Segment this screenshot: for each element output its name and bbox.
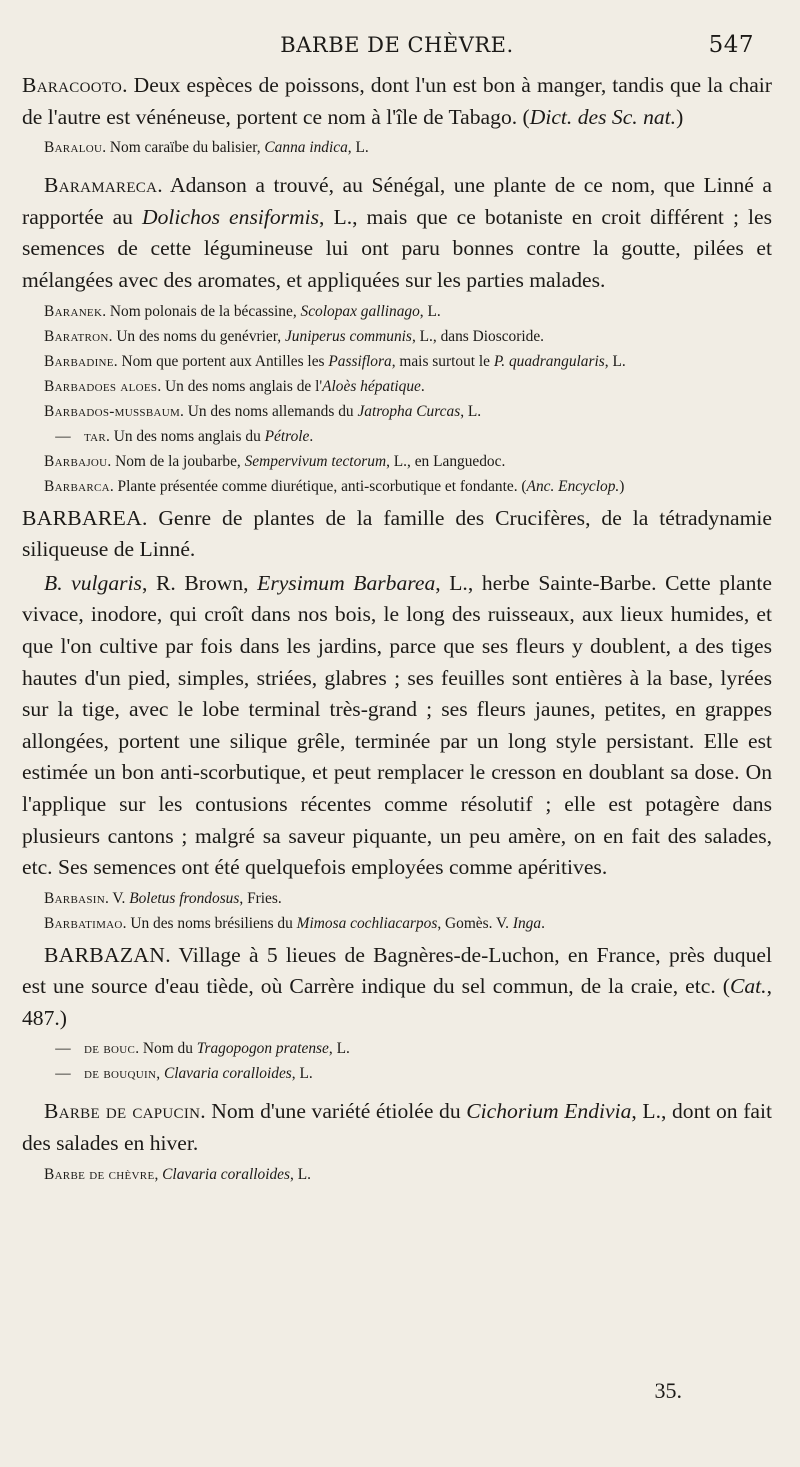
species-name: B. vulgaris bbox=[44, 570, 142, 595]
running-head-title: BARBE DE CHÈVRE. bbox=[280, 33, 514, 57]
entry-barbasin bbox=[22, 886, 772, 911]
entry-text-end: , L. bbox=[347, 139, 369, 157]
entry-text: , bbox=[156, 1065, 164, 1083]
headword: de bouquin bbox=[84, 1065, 157, 1083]
headword: Barbadine bbox=[44, 352, 114, 370]
latin-name: Cichorium Endivia bbox=[466, 1099, 632, 1124]
entry-baracooto bbox=[22, 70, 772, 133]
entry-text: . Un des noms allemands du bbox=[180, 402, 358, 420]
running-head bbox=[22, 30, 772, 70]
latin-name: Passiflora bbox=[328, 352, 392, 370]
entry-text-end: , L., mais que ce botaniste en croit différent ; les semences de cette légumineuse lui ont paru bonnes contre la goutte, pilées et mélangées avec des aromates, et appliquées sur les parties malades. bbox=[22, 204, 772, 292]
entry-text-end: , L., dont on fait des salades en hiver. bbox=[22, 1099, 772, 1156]
entry-text: . Genre de plantes de la famille des Crucifères, de la tétradynamie siliqueuse de Linné. bbox=[22, 505, 772, 562]
entry-barbadine bbox=[22, 349, 772, 374]
entry-text-end: , L. bbox=[460, 402, 482, 420]
entry-barbarea bbox=[22, 503, 772, 566]
entry-text-end: ) bbox=[619, 477, 625, 495]
entry-text-end: , L. bbox=[291, 1065, 313, 1083]
entry-text: . Plante présentée comme diurétique, anti-scorbutique et fondante. ( bbox=[109, 477, 527, 495]
entry-barbatimao bbox=[22, 911, 772, 936]
entry-barbe-de-chevre bbox=[22, 1162, 772, 1187]
latin-name: Clavaria coralloides bbox=[162, 1165, 290, 1183]
headword: Baratron bbox=[44, 327, 109, 345]
latin-name: Boletus frondosus bbox=[129, 889, 240, 907]
headword: Barbados-mussbaum bbox=[44, 402, 181, 420]
entry-baratron bbox=[22, 324, 772, 349]
entry-text-end: ) bbox=[676, 104, 684, 129]
latin-name: Sempervivum tectorum bbox=[244, 452, 387, 470]
reference: Cat. bbox=[729, 974, 767, 999]
entry-text: . Un des noms anglais du bbox=[106, 427, 265, 445]
entry-text-end: , Fries. bbox=[239, 889, 282, 907]
page-number: 547 bbox=[708, 32, 754, 58]
synonym: Erysimum Barbarea bbox=[257, 570, 436, 595]
latin-name: Pétrole bbox=[264, 427, 310, 445]
entry-text-end: , L., dans Dioscoride. bbox=[411, 327, 545, 345]
latin-name: Aloès hépatique bbox=[322, 377, 421, 395]
entry-text: . Nom d'une variété étiolée du bbox=[200, 1099, 467, 1124]
entry-text: . Un des noms brésiliens du bbox=[122, 914, 297, 932]
entry-baramareca bbox=[22, 170, 772, 296]
entry-barbados-tar bbox=[22, 424, 772, 449]
latin-name-2: Inga bbox=[512, 914, 542, 932]
entry-text: . Nom de la joubarbe, bbox=[107, 452, 245, 470]
latin-name: Scolopax gallinago bbox=[300, 302, 420, 320]
entry-text: , L., herbe Sainte-Barbe. Cette plante vivace, inodore, qui croît dans nos bois, le long des ruisseaux, aux lieux humides, et que l'on cultive par fois dans les jardins, parce que ses fleurs y doublent, a des tiges hautes d'un pied, simples, striées, glabres ; ses feuilles sont entières à la base, lyrées sur la tige, avec le lobe terminal très-grand ; ses fleurs jaunes, petites, en grappes allongées, portent une silique grêle, terminée par un long style persistant. Elle est estimée un bon anti-scorbutique, et peut remplacer le cresson en doublant sa dose. On l'applique sur les contusions récentes comme résolutif ; elle est potagère dans plusieurs cantons ; malgré sa saveur piquante, un peu amère, on en fait des salades, etc. Ses semences ont été quelquefois employées comme apéritives. bbox=[22, 570, 772, 880]
headword: de bouc bbox=[84, 1040, 136, 1058]
headword: Barbe de capucin bbox=[44, 1099, 201, 1124]
entry-baralou bbox=[22, 135, 772, 160]
entry-text-mid: , mais surtout le bbox=[391, 352, 494, 370]
reference: Anc. Encyclop. bbox=[526, 477, 620, 495]
latin-name: Canna indica bbox=[264, 139, 348, 157]
headword: BARBAREA bbox=[22, 505, 142, 530]
entry-barbe-de-bouc bbox=[22, 1036, 772, 1061]
entry-text-end: , 487.) bbox=[22, 974, 772, 1030]
entry-text-end: . bbox=[541, 914, 545, 932]
entry-text: . Deux espèces de poissons, dont l'un est bon à manger, tandis que la chair de l'autre est vénéneuse, portent ce nom à l'île de Tabago. ( bbox=[22, 73, 772, 129]
entry-b-vulgaris bbox=[22, 568, 772, 884]
ditto-dash: — bbox=[55, 1065, 71, 1083]
headword: Barbarca bbox=[44, 477, 110, 495]
headword: Barbasin bbox=[44, 889, 105, 907]
entry-text: . Village à 5 lieues de Bagnères-de-Luchon, en France, près duquel est une source d'eau tiède, où Carrère indique du sel commun, de la craie, etc. ( bbox=[22, 942, 772, 999]
entry-author: , R. Brown, bbox=[141, 570, 258, 595]
headword: Barbe de chèvre bbox=[44, 1165, 155, 1183]
entry-text-end: , L. bbox=[419, 302, 441, 320]
entry-text-end: , L. bbox=[328, 1040, 350, 1058]
entry-barbe-de-bouquin bbox=[22, 1061, 772, 1086]
entry-text: . V. bbox=[104, 889, 130, 907]
entry-text-end: . bbox=[309, 427, 314, 445]
latin-name: Juniperus communis bbox=[284, 327, 412, 345]
latin-name: Dolichos ensiformis bbox=[142, 204, 320, 229]
entry-text: . Un des noms anglais de l' bbox=[157, 377, 323, 395]
reference: Dict. des Sc. nat. bbox=[529, 104, 677, 129]
entry-barbajou bbox=[22, 449, 772, 474]
entry-barbazan bbox=[22, 940, 772, 1035]
entry-text: . Nom du bbox=[135, 1040, 197, 1058]
entry-barbe-de-capucin bbox=[22, 1096, 772, 1159]
entry-text: . Nom que portent aux Antilles les bbox=[113, 352, 329, 370]
headword: BARBAZAN bbox=[44, 942, 166, 967]
entry-text-end: , L. bbox=[290, 1165, 311, 1183]
entry-baranek bbox=[22, 299, 772, 324]
headword: Baranek bbox=[44, 302, 103, 320]
signature-mark: 35. bbox=[654, 1378, 682, 1403]
entry-barbadoes-aloes bbox=[22, 374, 772, 399]
entry-barbarca bbox=[22, 474, 772, 499]
entry-text: . Nom polonais de la bécassine, bbox=[102, 302, 301, 320]
entry-text: . Adanson a trouvé, au Sénégal, une plante de ce nom, que Linné a rapportée au bbox=[22, 173, 772, 229]
headword: Barbajou bbox=[44, 452, 108, 470]
entry-text-end: . bbox=[420, 377, 425, 395]
headword: Baralou bbox=[44, 139, 103, 157]
entry-text: . Un des noms du genévrier, bbox=[108, 327, 285, 345]
latin-name: Tragopogon pratense bbox=[196, 1040, 329, 1058]
latin-name-2: P. quadrangularis bbox=[493, 352, 605, 370]
ditto-dash: — bbox=[55, 427, 71, 445]
entry-barbados-mussbaum bbox=[22, 399, 772, 424]
entry-text-end: , L. bbox=[604, 352, 626, 370]
headword: Barbatimao bbox=[44, 914, 123, 932]
entry-text: , bbox=[154, 1165, 163, 1183]
latin-name: Mimosa cochliacarpos bbox=[296, 914, 438, 932]
entry-text-mid: , Gomès. V. bbox=[437, 914, 513, 932]
entry-text-end: , L., en Languedoc. bbox=[386, 452, 506, 470]
latin-name: Jatropha Curcas bbox=[357, 402, 461, 420]
ditto-dash: — bbox=[55, 1040, 71, 1058]
headword: Baracooto bbox=[22, 73, 123, 97]
latin-name: Clavaria coralloides bbox=[163, 1065, 292, 1083]
headword: tar bbox=[84, 427, 107, 445]
headword: Barbadoes aloes bbox=[44, 377, 158, 395]
entry-text: . Nom caraïbe du balisier, bbox=[102, 139, 265, 157]
headword: Baramareca bbox=[44, 173, 158, 198]
